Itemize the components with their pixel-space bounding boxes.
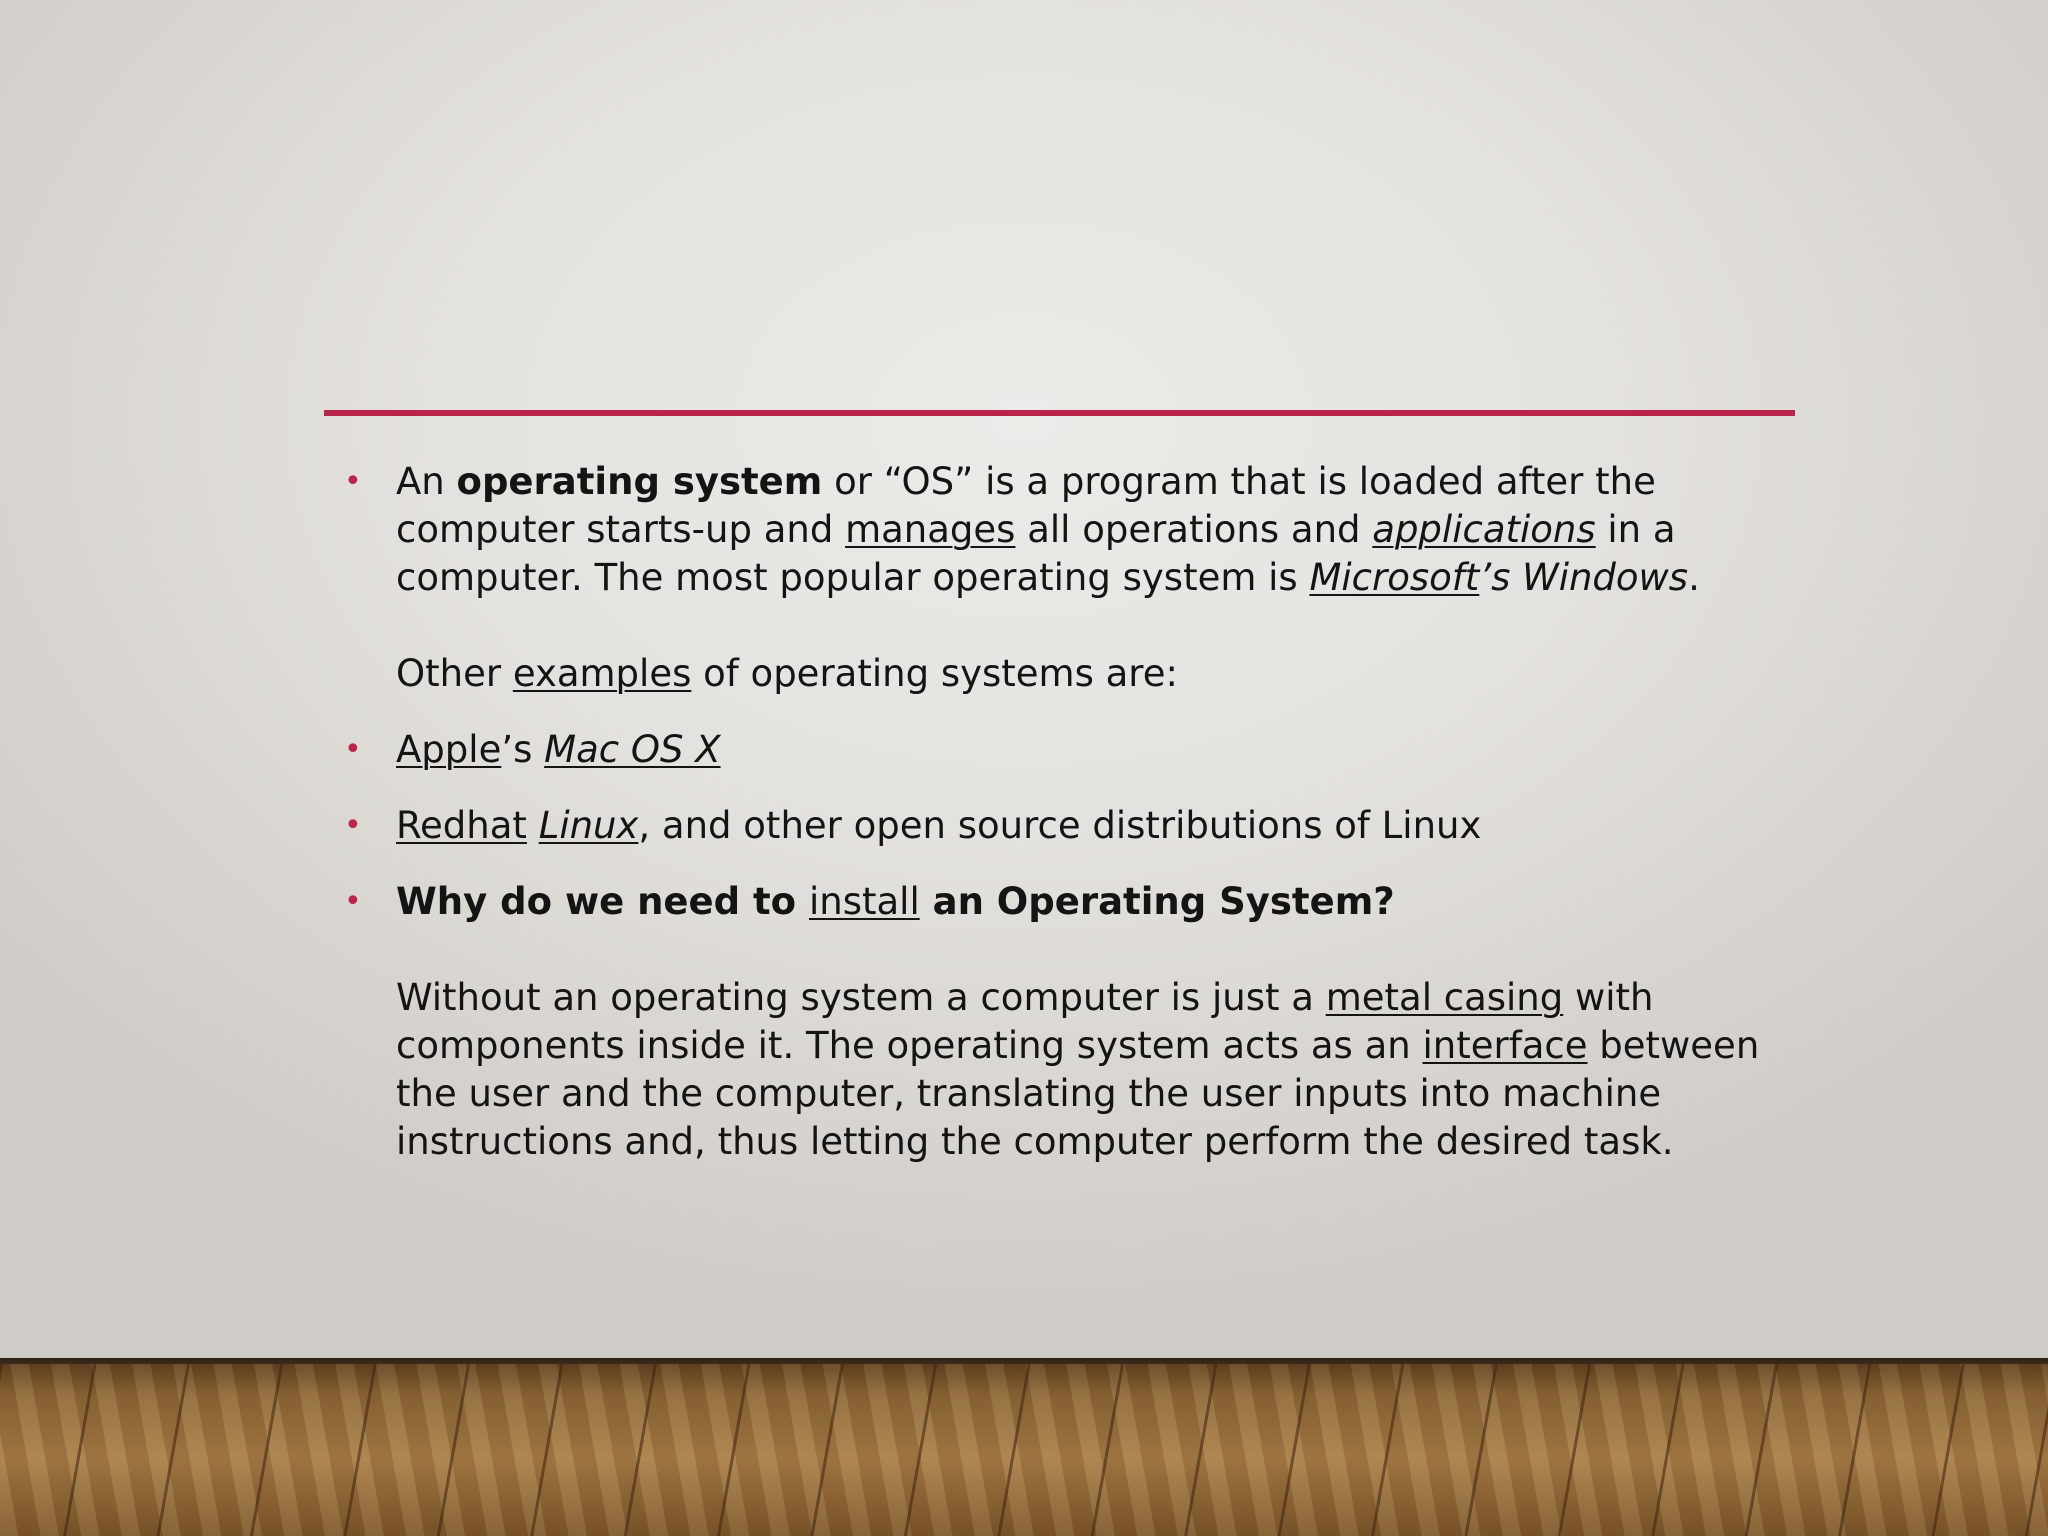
link-linux[interactable]: Linux — [538, 804, 639, 847]
link-install[interactable]: install — [808, 880, 920, 923]
text-run: with components inside it. The operating system acts as an — [396, 976, 1654, 1067]
link-metal-casing[interactable]: metal casing — [1325, 976, 1564, 1019]
bullet-apple-mac — [338, 726, 1778, 774]
link-microsoft[interactable]: Microsoft — [1309, 556, 1480, 599]
paragraph-without-os — [338, 974, 1778, 1166]
link-mac-os-x[interactable]: Mac OS X — [544, 728, 721, 771]
title-divider-line — [324, 410, 1795, 416]
link-apple[interactable]: Apple — [396, 728, 502, 771]
bullet-dot-icon: • — [344, 732, 362, 767]
link-manages[interactable]: manages — [845, 508, 1016, 551]
text-run: Other — [396, 652, 513, 695]
text-run: . — [1688, 556, 1700, 599]
bullet-dot-icon: • — [344, 464, 362, 499]
text-bold-question: Why do we need to — [396, 880, 809, 923]
text-run: An — [396, 460, 457, 503]
text-run: all operations and — [1015, 508, 1373, 551]
text-run: Without an operating system a computer is just a — [396, 976, 1326, 1019]
slide-body — [338, 458, 1778, 1166]
text-run: in a computer. The most popular operating system is — [396, 508, 1676, 599]
text-run: between the user and the computer, translating the user inputs into machine instructions and, thus letting the computer perform the desired task. — [396, 1024, 1760, 1163]
text-bold-question: an Operating System? — [919, 880, 1395, 923]
bullet-os-definition — [338, 458, 1778, 602]
paragraph-other-examples — [338, 650, 1778, 698]
text-run: or “OS” is a program that is loaded after the computer starts-up and — [396, 460, 1656, 551]
bullet-why-install — [338, 878, 1778, 926]
text-bold-operating-system: operating system — [456, 460, 823, 503]
wood-floor-background — [0, 1364, 2048, 1536]
text-italic-windows: ’s Windows — [1479, 556, 1689, 599]
link-applications[interactable]: applications — [1372, 508, 1596, 551]
bullet-dot-icon: • — [344, 884, 362, 919]
link-redhat[interactable]: Redhat — [396, 804, 527, 847]
bullet-redhat-linux — [338, 802, 1778, 850]
link-examples[interactable]: examples — [512, 652, 692, 695]
text-run: , and other open source distributions of Linux — [638, 804, 1482, 847]
text-run: of operating systems are: — [691, 652, 1178, 695]
bullet-dot-icon: • — [344, 808, 362, 843]
text-run: ’s — [501, 728, 545, 771]
text-run — [527, 804, 539, 847]
link-interface[interactable]: interface — [1422, 1024, 1588, 1067]
